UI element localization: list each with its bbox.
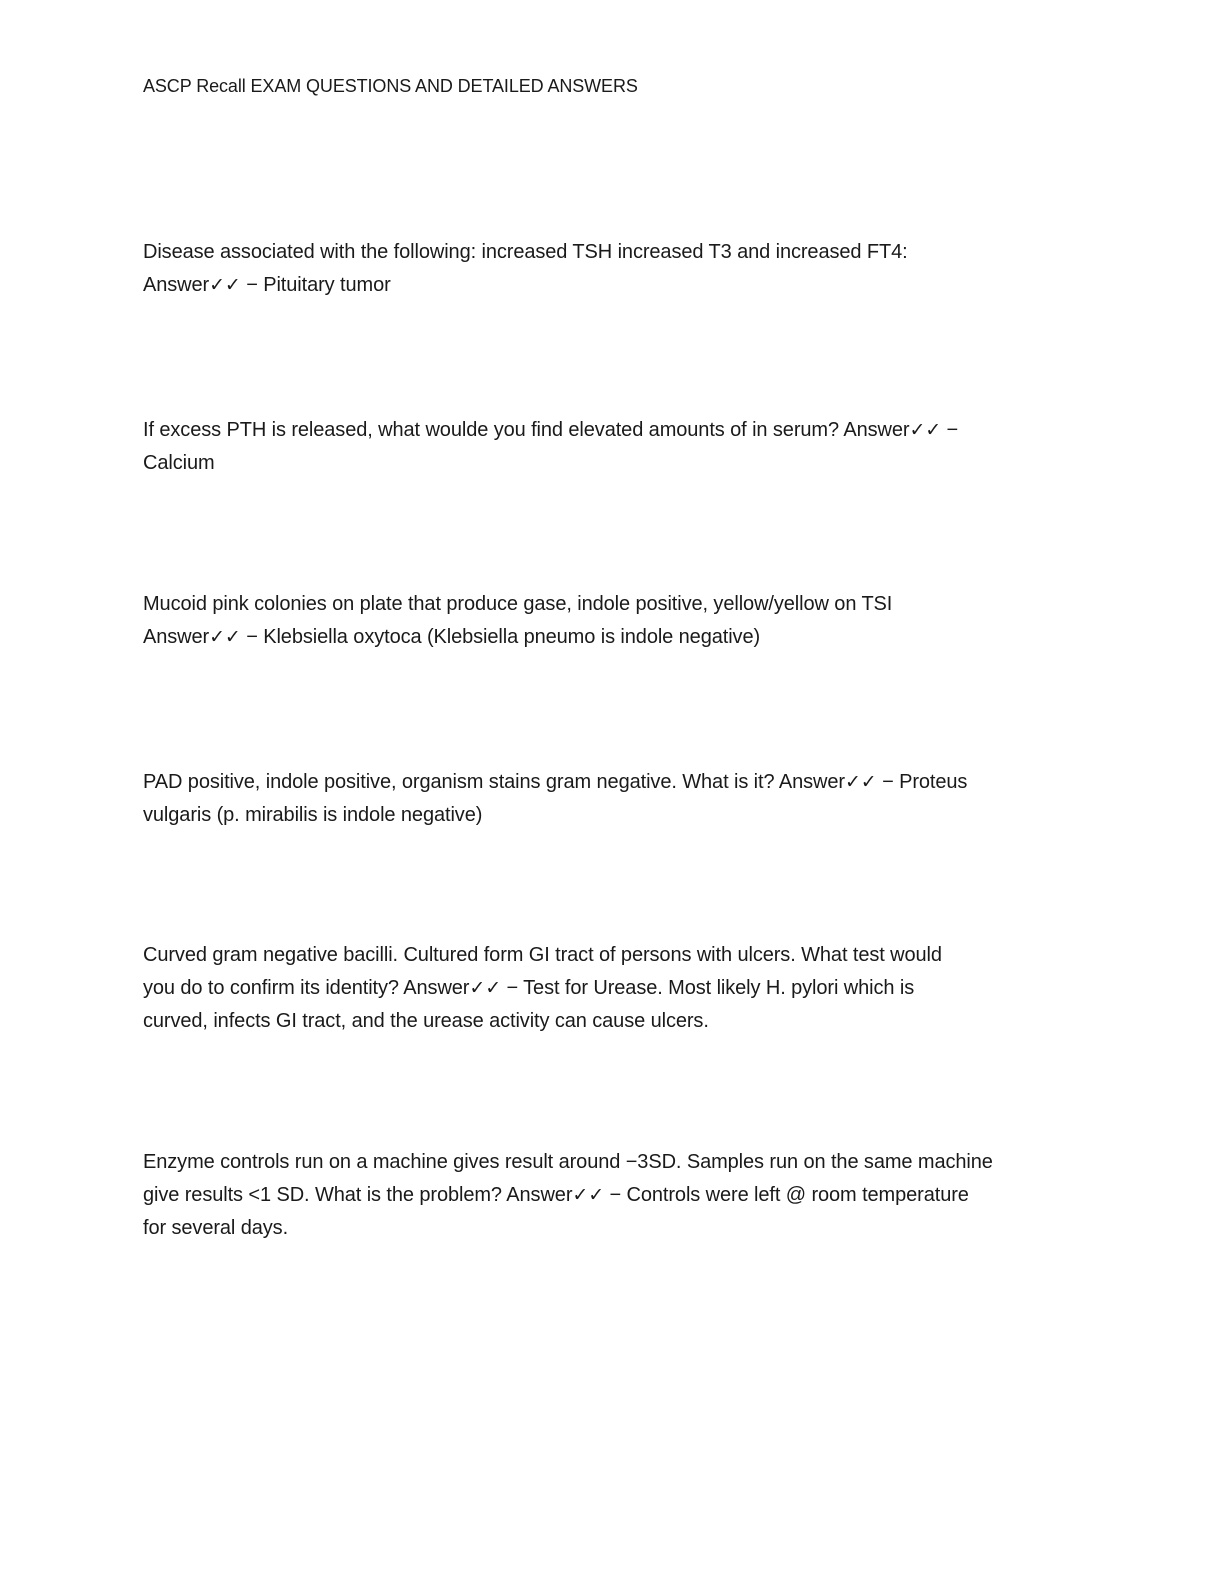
double-check-icon: ✓✓ [469, 977, 502, 999]
qa-item [143, 236, 1083, 302]
question-text: Curved gram negative bacilli. Cultured form GI tract of persons with ulcers. What test would [143, 944, 942, 966]
question-text: give results <1 SD. What is the problem? [143, 1184, 507, 1206]
double-check-icon: ✓✓ [909, 419, 942, 441]
question-text: Enzyme controls run on a machine gives result around −3SD. Samples run on the same machine [143, 1151, 993, 1173]
question-text: you do to confirm its identity? [143, 977, 404, 999]
answer-text: − Test for Urease. Most likely H. pylori which is [501, 977, 915, 999]
question-text: Disease associated with the following: increased TSH increased T3 and increased FT4: [143, 241, 908, 263]
qa-line [143, 588, 1083, 621]
qa-line [143, 1005, 1083, 1038]
double-check-icon: ✓✓ [572, 1184, 605, 1206]
answer-text: Calcium [143, 452, 215, 474]
qa-line [143, 1212, 1083, 1245]
answer-label: Answer [143, 274, 210, 296]
qa-item [143, 939, 1083, 1038]
document-title: ASCP Recall EXAM QUESTIONS AND DETAILED ANSWERS [143, 76, 638, 96]
qa-line [143, 939, 1083, 972]
answer-label: Answer [143, 626, 210, 648]
qa-line [143, 1146, 1083, 1179]
qa-line [143, 1179, 1083, 1212]
qa-line [143, 447, 1083, 480]
answer-label: Answer [506, 1184, 573, 1206]
qa-item [143, 1146, 1083, 1245]
qa-line [143, 766, 1083, 799]
question-text: Mucoid pink colonies on plate that produce gase, indole positive, yellow/yellow on TSI [143, 593, 893, 615]
qa-item [143, 588, 1083, 654]
double-check-icon: ✓✓ [209, 274, 241, 296]
qa-item [143, 414, 1083, 480]
qa-line [143, 414, 1083, 447]
qa-line [143, 972, 1083, 1005]
answer-text: − Controls were left @ room temperature [604, 1184, 969, 1206]
qa-item [143, 766, 1083, 832]
qa-line [143, 236, 1083, 269]
answer-label: Answer [843, 419, 910, 441]
qa-line [143, 269, 1083, 302]
double-check-icon: ✓✓ [844, 771, 877, 793]
answer-label: Answer [778, 771, 845, 793]
question-text: PAD positive, indole positive, organism stains gram negative. What is it? [143, 771, 779, 793]
qa-line [143, 621, 1083, 654]
double-check-icon: ✓✓ [209, 626, 241, 648]
answer-text: for several days. [143, 1217, 289, 1239]
answer-text: − [941, 419, 959, 441]
question-text: If excess PTH is released, what woulde you find elevated amounts of in serum? [143, 419, 844, 441]
answer-text: − Pituitary tumor [240, 274, 391, 296]
answer-text: − Proteus [876, 771, 968, 793]
answer-label: Answer [403, 977, 470, 999]
qa-line [143, 799, 1083, 832]
answer-text: curved, infects GI tract, and the urease activity can cause ulcers. [143, 1010, 709, 1032]
answer-text: − Klebsiella oxytoca (Klebsiella pneumo is indole negative) [240, 626, 761, 648]
answer-text: vulgaris (p. mirabilis is indole negative) [143, 804, 483, 826]
